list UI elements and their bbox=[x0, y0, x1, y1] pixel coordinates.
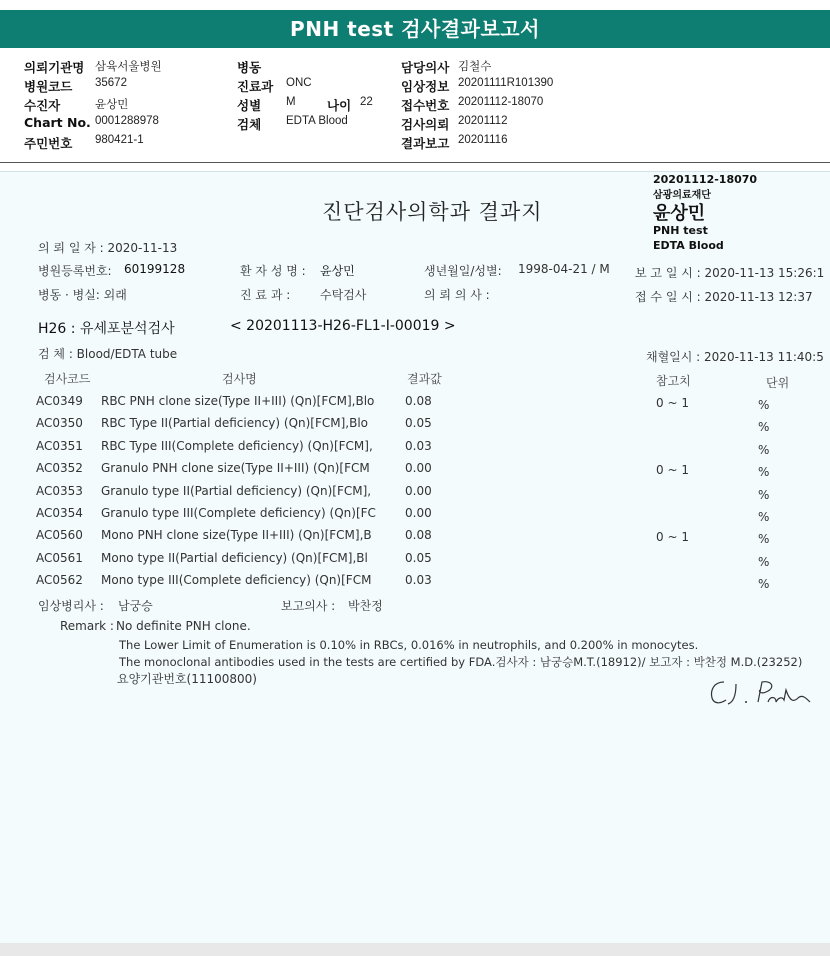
hospital-code-label: 병원코드 bbox=[24, 79, 73, 94]
specimen-value: EDTA Blood bbox=[286, 115, 348, 127]
ward-room: 병동 · 병실: 외래 bbox=[38, 288, 127, 302]
row-result: 0.00 bbox=[405, 506, 432, 520]
patient-value: 윤상민 bbox=[95, 99, 129, 111]
col-header-result: 결과값 bbox=[407, 372, 442, 386]
col-header-unit: 단위 bbox=[766, 376, 790, 390]
report-title-bar bbox=[0, 10, 830, 48]
dept-label: 진 료 과 : bbox=[240, 288, 291, 302]
department-value: ONC bbox=[286, 77, 312, 89]
row-reference: 0 ~ 1 bbox=[656, 530, 689, 545]
sex-value: M bbox=[286, 96, 296, 108]
row-code: AC0560 bbox=[36, 528, 83, 543]
age-value: 22 bbox=[360, 96, 373, 108]
row-code: AC0350 bbox=[36, 416, 83, 431]
row-result: 0.05 bbox=[405, 416, 432, 431]
institution-number: 요양기관번호(11100800) bbox=[117, 672, 257, 686]
table-row bbox=[0, 461, 830, 483]
row-result: 0.03 bbox=[405, 573, 432, 588]
row-code: AC0562 bbox=[36, 573, 83, 588]
row-test-name: Mono type III(Complete deficiency) (Qn)[FCM bbox=[101, 573, 372, 588]
row-result: 0.08 bbox=[405, 394, 432, 408]
receipt-no-label: 접수번호 bbox=[401, 98, 450, 113]
doctor-value: 김철수 bbox=[458, 61, 492, 73]
col-header-name: 검사명 bbox=[222, 372, 257, 386]
row-code: AC0561 bbox=[36, 550, 83, 565]
row-unit: % bbox=[758, 510, 770, 524]
remark-line-3: The monoclonal antibodies used in the tests are certified by FDA.검사자 : 남궁승M.T.(18912)/ 보고자 : 박찬정 M.D.(23252) bbox=[119, 655, 803, 669]
remark-line-2: The Lower Limit of Enumeration is 0.10% in RBCs, 0.016% in neutrophils, and 0.200% in monocytes. bbox=[119, 638, 699, 652]
hospital-code-value: 35672 bbox=[95, 77, 127, 89]
row-test-name: RBC Type II(Partial deficiency) (Qn)[FCM],Blo bbox=[101, 416, 369, 431]
row-result: 0.00 bbox=[405, 461, 432, 476]
pathologist-label: 임상병리사 : bbox=[38, 599, 104, 613]
registration-no: 60199128 bbox=[124, 262, 186, 276]
referring-doctor-label: 의 뢰 의 사 : bbox=[424, 288, 490, 302]
table-row bbox=[0, 416, 830, 438]
row-result: 0.00 bbox=[405, 483, 432, 498]
report-datetime: 보 고 일 시 : 2020-11-13 15:26:1 bbox=[635, 266, 825, 280]
resident-no-label: 주민번호 bbox=[24, 136, 73, 151]
row-unit: % bbox=[758, 554, 770, 569]
row-code: AC0352 bbox=[36, 461, 83, 476]
sex-label: 성별 bbox=[237, 98, 262, 113]
resident-no-value: 980421-1 bbox=[95, 134, 144, 146]
row-result: 0.03 bbox=[405, 438, 432, 453]
col-header-code: 검사코드 bbox=[44, 372, 91, 386]
dob-label: 생년월일/성별: bbox=[424, 264, 502, 278]
pathologist-name: 남궁승 bbox=[118, 599, 153, 613]
corner-patient-name: 윤상민 bbox=[653, 203, 706, 224]
report-title: PNH test 검사결과보고서 bbox=[290, 17, 540, 41]
clinical-info-label: 임상정보 bbox=[401, 79, 450, 94]
row-test-name: Mono type II(Partial deficiency) (Qn)[FCM],Bl bbox=[101, 550, 368, 565]
receipt-datetime: 접 수 일 시 : 2020-11-13 12:37 bbox=[635, 290, 813, 304]
corner-specimen: EDTA Blood bbox=[653, 239, 724, 252]
document-title: 진단검사의학과 결과지 bbox=[322, 200, 543, 224]
report-date-label: 결과보고 bbox=[401, 136, 450, 151]
row-code: AC0351 bbox=[36, 438, 83, 453]
patient-label: 수진자 bbox=[24, 98, 61, 113]
reporter-label: 보고의사 : bbox=[281, 599, 336, 613]
request-date-label: 검사의뢰 bbox=[401, 117, 450, 132]
row-test-name: RBC PNH clone size(Type II+III) (Qn)[FCM],Blo bbox=[101, 394, 375, 408]
row-test-name: Mono PNH clone size(Type II+III) (Qn)[FCM],B bbox=[101, 528, 372, 543]
row-code: AC0353 bbox=[36, 483, 83, 498]
request-date-value: 20201112 bbox=[458, 115, 508, 127]
row-unit: % bbox=[758, 532, 770, 547]
row-result: 0.08 bbox=[405, 528, 432, 543]
patient-name-label: 환 자 성 명 : bbox=[240, 264, 306, 278]
row-code: AC0354 bbox=[36, 506, 83, 520]
table-row bbox=[0, 506, 830, 528]
test-category: H26 : 유세포분석검사 bbox=[38, 321, 175, 337]
row-unit: % bbox=[758, 465, 770, 480]
registration-no-label: 병원등록번호: bbox=[38, 264, 112, 278]
row-reference: 0 ~ 1 bbox=[656, 396, 689, 410]
hospital-name-label: 의뢰기관명 bbox=[24, 60, 85, 75]
reporter-name: 박찬정 bbox=[348, 599, 383, 613]
corner-test-name: PNH test bbox=[653, 224, 708, 237]
receipt-no-value: 20201112-18070 bbox=[458, 96, 544, 108]
row-unit: % bbox=[758, 577, 770, 592]
corner-institution: 삼광의료재단 bbox=[653, 190, 711, 201]
specimen-label: 검체 bbox=[237, 117, 262, 132]
clinical-info-value: 20201111R101390 bbox=[458, 77, 554, 89]
test-accession-code: < 20201113-H26-FL1-I-00019 > bbox=[230, 318, 456, 334]
corner-receipt-no: 20201112-18070 bbox=[653, 173, 758, 186]
row-unit: % bbox=[758, 398, 770, 412]
doctor-label: 담당의사 bbox=[401, 60, 450, 75]
row-test-name: RBC Type III(Complete deficiency) (Qn)[FCM], bbox=[101, 438, 373, 453]
page-bottom-strip bbox=[0, 943, 830, 956]
table-row bbox=[0, 528, 830, 550]
specimen-type: 검 체 : Blood/EDTA tube bbox=[38, 347, 178, 361]
row-unit: % bbox=[758, 487, 770, 502]
row-code: AC0349 bbox=[36, 394, 83, 408]
row-unit: % bbox=[758, 442, 770, 457]
patient-name: 윤상민 bbox=[320, 264, 355, 278]
col-header-reference: 참고치 bbox=[656, 374, 691, 388]
age-label: 나이 bbox=[327, 98, 352, 113]
collection-datetime: 채혈일시 : 2020-11-13 11:40:5 bbox=[646, 350, 824, 364]
row-test-name: Granulo PNH clone size(Type II+III) (Qn)[FCM bbox=[101, 461, 370, 476]
table-row bbox=[0, 573, 830, 595]
report-header bbox=[0, 52, 830, 162]
table-row bbox=[0, 394, 830, 416]
table-row bbox=[0, 551, 830, 573]
row-unit: % bbox=[758, 420, 770, 435]
dept-value: 수탁검사 bbox=[320, 288, 367, 302]
header-divider bbox=[0, 162, 830, 163]
row-test-name: Granulo type III(Complete deficiency) (Qn)[FC bbox=[101, 506, 376, 520]
department-label: 진료과 bbox=[237, 79, 274, 94]
row-reference: 0 ~ 1 bbox=[656, 463, 689, 478]
doctor-signature bbox=[706, 676, 816, 714]
hospital-name-value: 삼육서울병원 bbox=[95, 61, 162, 73]
dob-value: 1998-04-21 / M bbox=[518, 262, 610, 276]
ward-label: 병동 bbox=[237, 60, 262, 75]
request-date: 의 뢰 일 자 : 2020-11-13 bbox=[38, 241, 178, 255]
row-result: 0.05 bbox=[405, 550, 432, 565]
row-test-name: Granulo type II(Partial deficiency) (Qn)[FCM], bbox=[101, 483, 372, 498]
remark-label: Remark : bbox=[60, 619, 114, 633]
chart-no-value: 0001288978 bbox=[95, 115, 159, 127]
table-row bbox=[0, 439, 830, 461]
table-row bbox=[0, 484, 830, 506]
chart-no-label: Chart No. bbox=[24, 115, 91, 130]
remark-line-1: No definite PNH clone. bbox=[116, 619, 251, 633]
report-date-value: 20201116 bbox=[458, 134, 508, 146]
